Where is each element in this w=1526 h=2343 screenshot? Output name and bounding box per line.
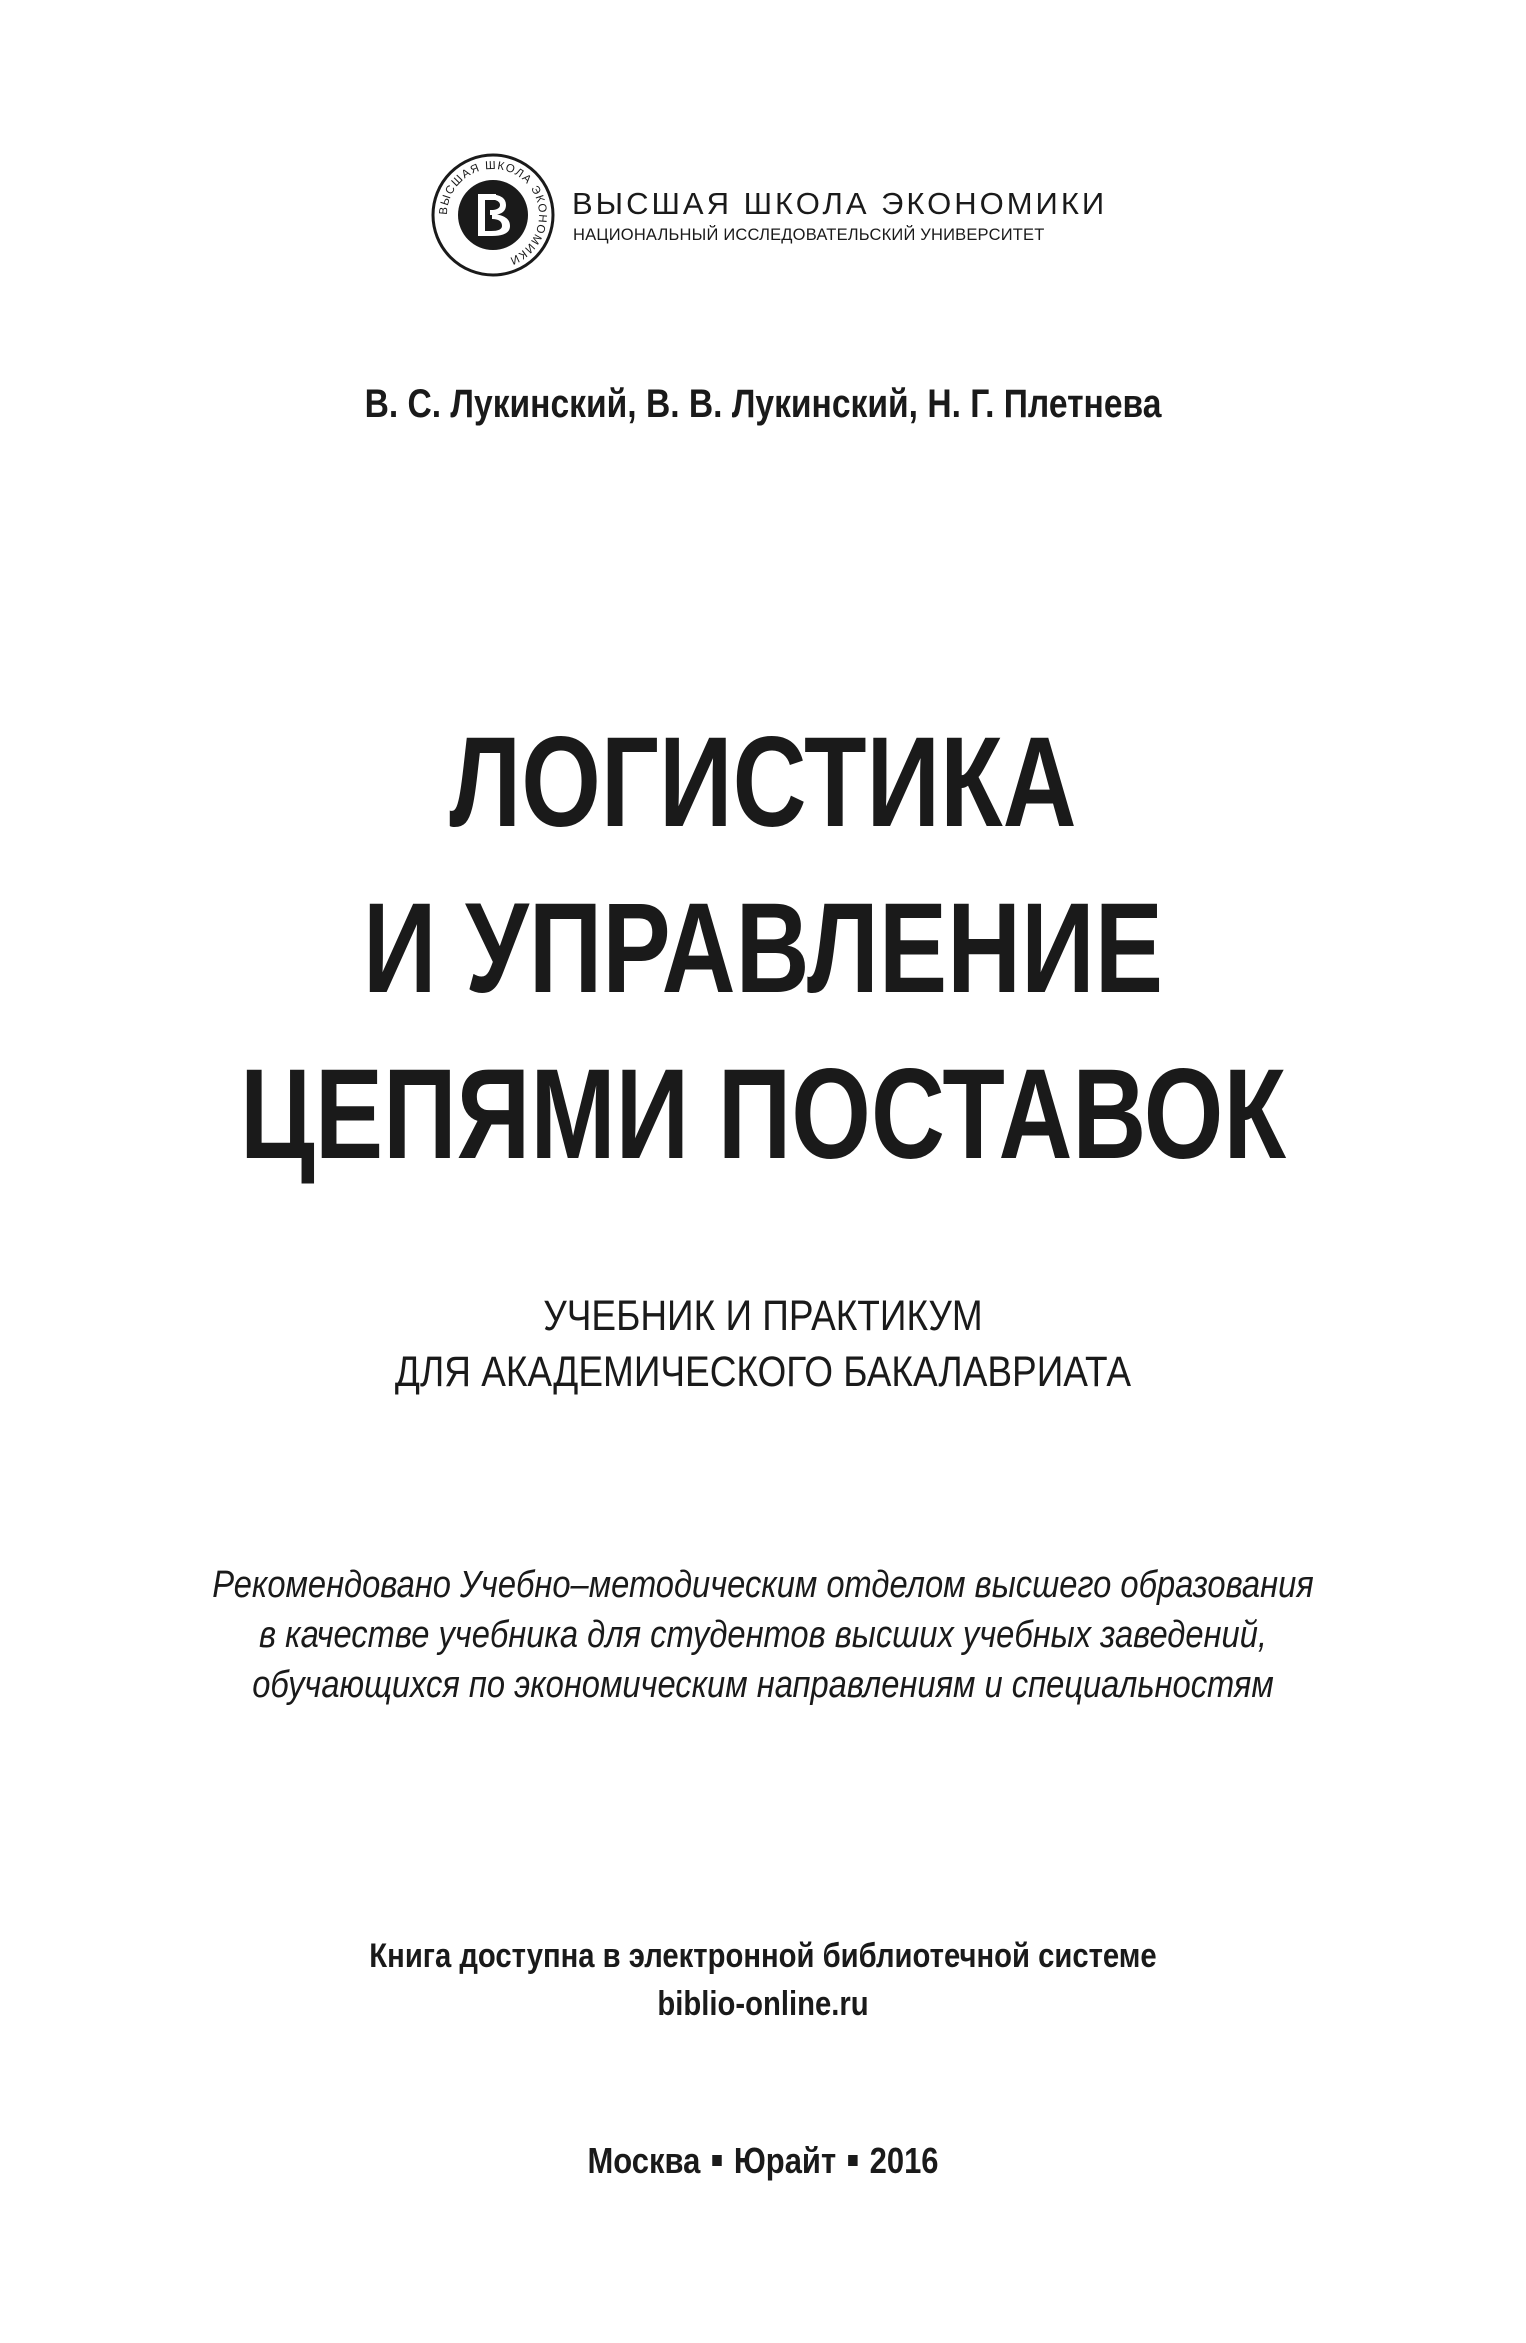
book-title [153, 700, 1374, 1198]
org-name: ВЫСШАЯ ШКОЛА ЭКОНОМИКИ [572, 186, 1108, 221]
imprint [107, 2140, 1419, 2182]
book-title-line: ЦЕПЯМИ ПОСТАВОК [240, 1043, 1286, 1186]
recommendation-note [107, 1560, 1419, 1710]
separator-square-icon [712, 2155, 721, 2166]
publisher-header [430, 152, 1130, 282]
imprint-city: Москва [587, 2140, 701, 2181]
recommendation-line: Рекомендовано Учебно–методическим отделом высшего образования [212, 1564, 1314, 1606]
hse-emblem-icon [430, 152, 556, 278]
authors: В. С. Лукинский, В. В. Лукинский, Н. Г. Плетнева [364, 382, 1162, 426]
library-note [107, 1932, 1419, 2028]
recommendation-line: обучающихся по экономическим направлениям и специальностям [252, 1664, 1274, 1706]
org-subtitle: НАЦИОНАЛЬНЫЙ ИССЛЕДОВАТЕЛЬСКИЙ УНИВЕРСИТЕТ [573, 226, 1045, 244]
book-title-line: ЛОГИСТИКА [449, 711, 1077, 854]
library-url: biblio-online.ru [657, 1985, 869, 2023]
imprint-year: 2016 [869, 2140, 939, 2181]
library-text: Книга доступна в электронной библиотечной системе [369, 1937, 1157, 1975]
separator-square-icon [848, 2155, 857, 2166]
logo-ring-text: ВЫСШАЯ ШКОЛА ЭКОНОМИКИ [437, 159, 549, 267]
imprint-publisher: Юрайт [733, 2140, 837, 2181]
book-title-line: И УПРАВЛЕНИЕ [363, 877, 1163, 1020]
book-subtitle [107, 1288, 1419, 1400]
subtitle-line: ДЛЯ АКАДЕМИЧЕСКОГО БАКАЛАВРИАТА [394, 1348, 1132, 1396]
subtitle-line: УЧЕБНИК И ПРАКТИКУМ [543, 1292, 983, 1340]
recommendation-line: в качестве учебника для студентов высших учебных заведений, [259, 1614, 1267, 1656]
